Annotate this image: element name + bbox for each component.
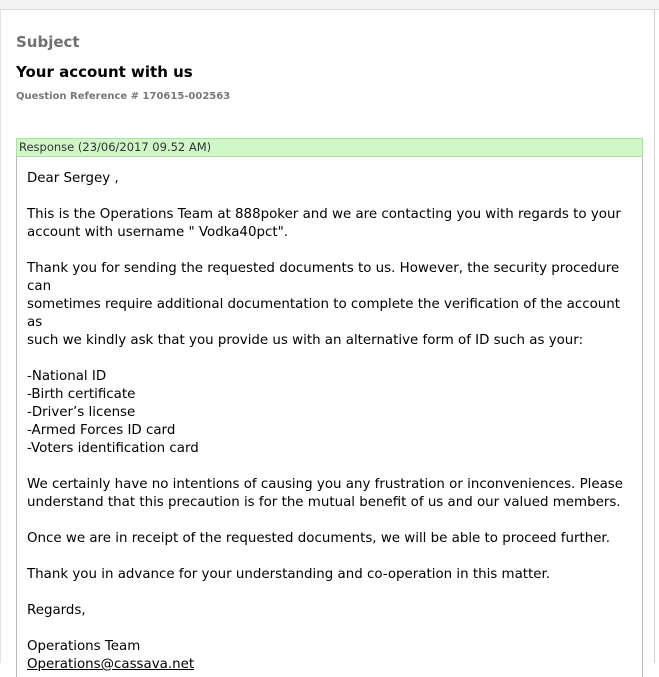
paragraph-next-steps: Once we are in receipt of the requested documents, we will be able to proceed further. [27, 531, 610, 546]
signature-email-link[interactable]: Operations@cassava.net [27, 657, 195, 672]
closing: Regards, [27, 603, 86, 618]
list-item: -Armed Forces ID card [27, 423, 176, 438]
list-item: -Birth certificate [27, 387, 136, 402]
id-list [27, 368, 637, 458]
list-item: -Driver’s license [27, 405, 136, 420]
greeting: Dear Sergey , [27, 171, 119, 186]
paragraph-intro: This is the Operations Team at 888poker and we are contacting you with regards to your account with username " Vodka40pct". [27, 207, 621, 240]
list-item: -National ID [27, 369, 107, 384]
list-item: -Voters identification card [27, 441, 199, 456]
response-header: Response (23/06/2017 09.52 AM) [16, 138, 643, 157]
subject-title: Your account with us [16, 63, 193, 81]
paragraph-assurance: We certainly have no intentions of causing you any frustration or inconveniences. Please understand that this precaution is for the mutual benefit of us and our valued members. [27, 477, 624, 510]
paragraph-thanks: Thank you in advance for your understanding and co-operation in this matter. [27, 567, 551, 582]
subject-label: Subject [16, 33, 80, 51]
signature-name: Operations Team [27, 639, 141, 654]
message-text [27, 170, 637, 674]
question-reference: Question Reference # 170615-002563 [16, 91, 231, 102]
paragraph-request: Thank you for sending the requested documents to us. However, the security procedure can sometimes require additional documentation to complete the verification of the account as such we kindly ask that you provide us with an alternative form of ID such as your: [27, 261, 621, 348]
top-strip [0, 0, 659, 10]
